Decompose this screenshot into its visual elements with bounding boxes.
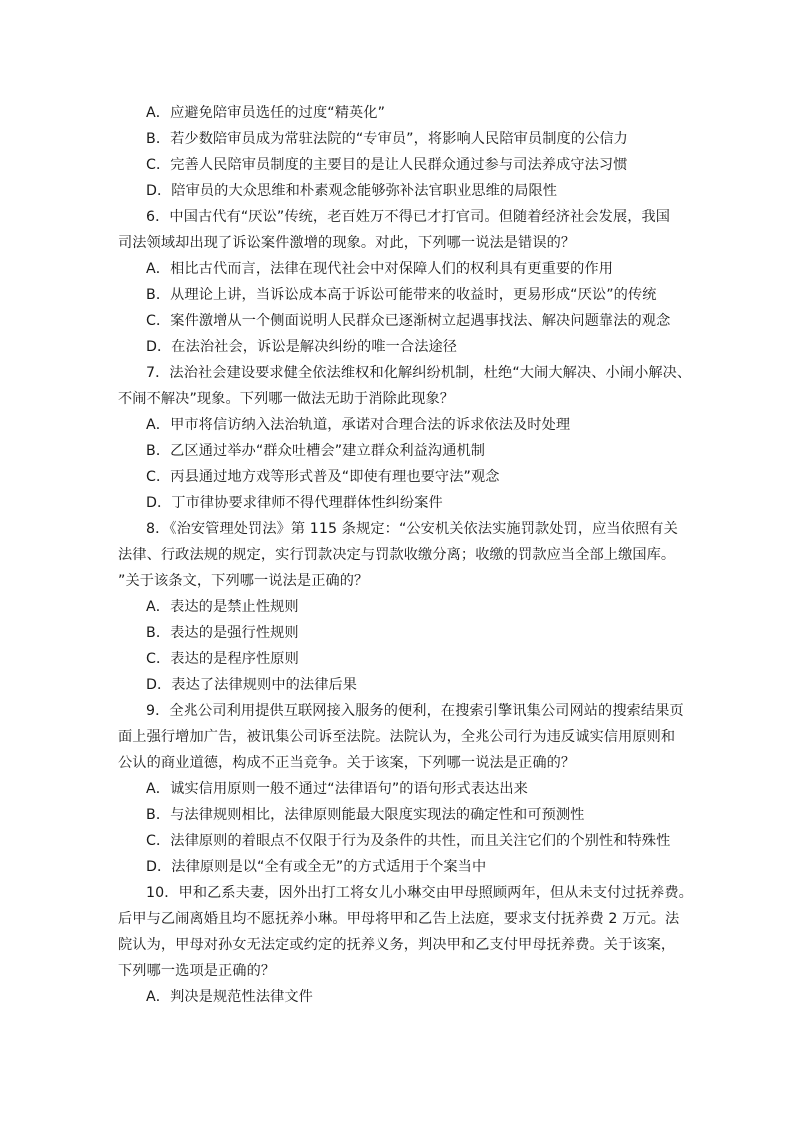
q6-stem-line-2: 司法领域却出现了诉讼案件激增的现象。对此，下列哪一说法是错误的？	[118, 235, 576, 251]
q5-option-d: D．陪审员的大众思维和朴素观念能够弥补法官职业思维的局限性	[146, 183, 558, 199]
q9-stem-line-1: 9．全兆公司利用提供互联网接入服务的便利，在搜索引擎讯集公司网站的搜索结果页	[146, 703, 684, 719]
q9-option-c: C．法律原则的着眼点不仅限于行为及条件的共性，而且关注它们的个别性和特殊性	[146, 833, 671, 849]
q7-option-d: D．丁市律协要求律师不得代理群体性纠纷案件	[146, 495, 443, 511]
q8-stem-line-1: 8．《治安管理处罚法》第 115 条规定：“公安机关依法实施罚款处罚，应当依照有关	[146, 521, 678, 537]
q8-option-c: C．表达的是程序性原则	[146, 651, 299, 667]
q10-stem-line-2: 后甲与乙闹离婚且均不愿抚养小琳。甲母将甲和乙告上法庭，要求支付抚养费 2 万元。法	[118, 911, 680, 927]
q9-option-b: B．与法律规则相比，法律原则能最大限度实现法的确定性和可预测性	[146, 807, 585, 823]
q9-stem-line-3: 公认的商业道德，构成不正当竞争。关于该案，下列哪一说法是正确的？	[118, 755, 576, 771]
q9-option-a: A．诚实信用原则一般不通过“法律语句”的语句形式表达出来	[146, 781, 528, 797]
q10-stem-line-1: 10．甲和乙系夫妻，因外出打工将女儿小琳交由甲母照顾两年，但从未支付过抚养费。	[146, 885, 693, 901]
q8-stem-line-2: 法律、行政法规的规定，实行罚款决定与罚款收缴分离；收缴的罚款应当全部上缴国库。	[118, 547, 676, 563]
q6-option-c: C．案件激增从一个侧面说明人民群众已逐渐树立起遇事找法、解决问题靠法的观念	[146, 313, 671, 329]
q6-stem-line-1: 6．中国古代有“厌讼”传统，老百姓万不得已才打官司。但随着经济社会发展，我国	[146, 209, 671, 225]
q8-option-b: B．表达的是强行性规则	[146, 625, 299, 641]
q9-option-d: D．法律原则是以“全有或全无”的方式适用于个案当中	[146, 859, 487, 875]
q5-option-a: A．应避免陪审员选任的过度“精英化”	[146, 105, 386, 121]
q6-option-b: B．从理论上讲，当诉讼成本高于诉讼可能带来的收益时，更易形成“厌讼”的传统	[146, 287, 657, 303]
q8-option-d: D．表达了法律规则中的法律后果	[146, 677, 358, 693]
q10-option-a: A．判决是规范性法律文件	[146, 989, 313, 1005]
q10-stem-line-3: 院认为，甲母对孙女无法定或约定的抚养义务，判决甲和乙支付甲母抚养费。关于该案，	[118, 937, 676, 953]
q7-option-a: A．甲市将信访纳入法治轨道，承诺对合理合法的诉求依法及时处理	[146, 417, 571, 433]
q10-stem-line-4: 下列哪一选项是正确的？	[118, 963, 276, 979]
q8-option-a: A．表达的是禁止性规则	[146, 599, 299, 615]
q9-stem-line-2: 面上强行增加广告，被讯集公司诉至法院。法院认为，全兆公司行为违反诚实信用原则和	[118, 729, 676, 745]
q5-option-b: B．若少数陪审员成为常驻法院的“专审员”，将影响人民陪审员制度的公信力	[146, 131, 628, 147]
q6-option-d: D．在法治社会，诉讼是解决纠纷的唯一合法途径	[146, 339, 458, 355]
q8-stem-line-3: ”关于该条文，下列哪一说法是正确的？	[118, 573, 369, 589]
q6-option-a: A．相比古代而言，法律在现代社会中对保障人们的权利具有更重要的作用	[146, 261, 614, 277]
q7-stem-line-1: 7．法治社会建设要求健全依法维权和化解纠纷机制，杜绝“大闹大解决、小闹小解决、	[146, 365, 692, 381]
q7-stem-line-2: 不闹不解决”现象。下列哪一做法无助于消除此现象？	[118, 391, 455, 407]
q7-option-c: C．丙县通过地方戏等形式普及“即使有理也要守法”观念	[146, 469, 500, 485]
q5-option-c: C．完善人民陪审员制度的主要目的是让人民群众通过参与司法养成守法习惯	[146, 157, 628, 173]
q7-option-b: B．乙区通过举办“群众吐槽会”建立群众利益沟通机制	[146, 443, 486, 459]
